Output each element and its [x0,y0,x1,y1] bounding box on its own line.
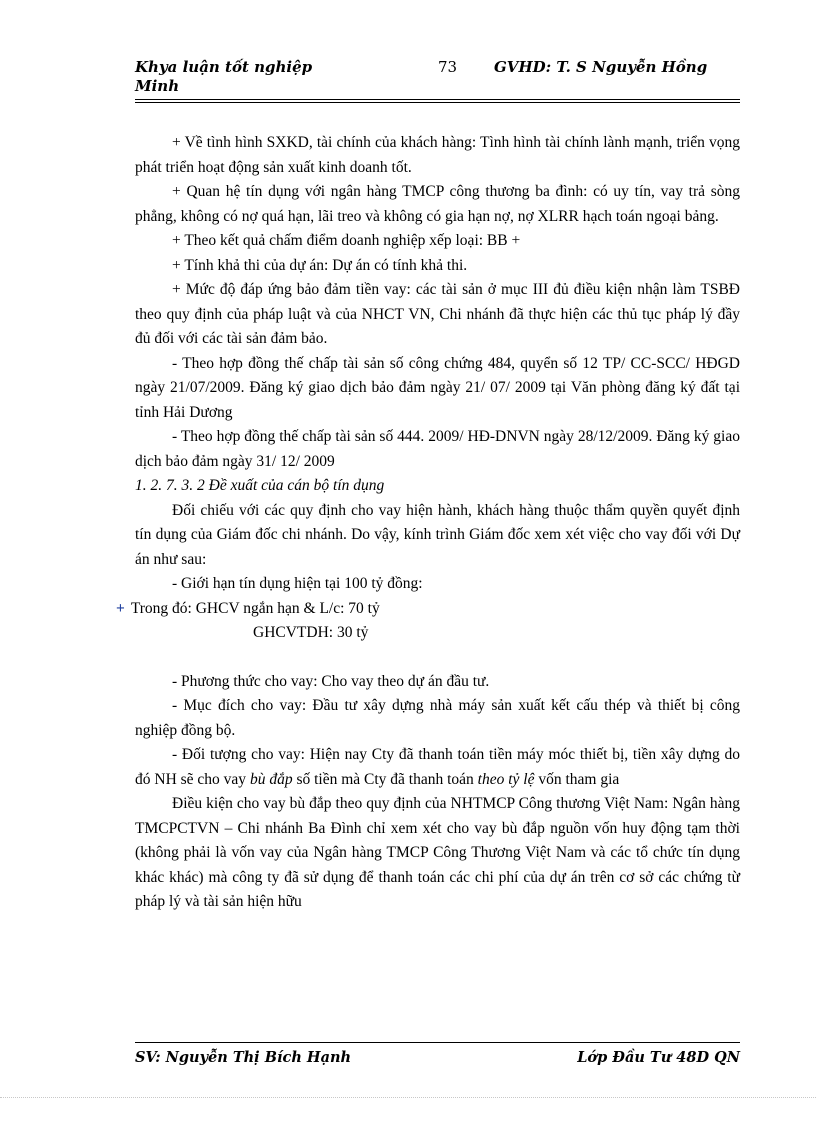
paragraph-mortgage-contract-1: - Theo hợp đồng thế chấp tài sản số công chứng 484, quyển số 12 TP/ CC-SCC/ HĐGD ngày 21/07/2009. Đăng ký giao dịch bảo đảm ngày 21/ 07/ 2009 tại Văn phòng đăng ký đất tại tỉnh Hải Dương [135,354,740,421]
blank-line [135,646,740,670]
footer-student: SV: Nguyễn Thị Bích Hạnh [135,1049,352,1066]
paragraph-feasibility: + Tính khả thi của dự án: Dự án có tính khả thi. [172,256,468,274]
header-page-number: 73 [438,58,458,76]
header-rule-top [135,99,740,100]
paragraph-mortgage-contract-2: - Theo hợp đồng thế chấp tài sản số 444. 2009/ HĐ-DNVN ngày 28/12/2009. Đăng ký giao dịch bảo đảm ngày 31/ 12/ 2009 [135,428,740,470]
limit-short-term: Trong đó: GHCV ngắn hạn & L/c: 70 tỷ [130,599,380,617]
paragraph-loan-conditions: Điều kiện cho vay bù đắp theo quy định của NHTMCP Công thương Việt Nam: Ngân hàng TMCPCTVN – Chi nhánh Ba Đình chỉ xem xét cho vay bù đắp nguồn vốn huy động tạm thời (không phải là vốn vay của Ngân hàng TMCP Công Thương Việt Nam và các tổ chức tín dụng khác khác) mà công ty đã sử dụng để thanh toán các chi phí của dự án trên cơ sở các chứng từ pháp lý và tài sản hiện hữu [135,795,740,910]
header-advisor: GVHD: T. S Nguyễn Hồng [494,58,708,76]
footer-rule [135,1042,740,1043]
document-body [116,131,740,915]
loan-object-text-3: vốn tham gia [534,770,620,788]
paragraph-loan-purpose: - Mục đích cho vay: Đầu tư xây dựng nhà máy sản xuất kết cấu thép và thiết bị công nghiệp đồng bộ. [135,697,740,739]
paragraph-limit-breakdown [116,597,740,622]
page-bottom-dotted-line [0,1097,816,1098]
plus-bullet: + [116,599,125,617]
header-thesis-title: Khya luận tốt nghiệp Minh [135,58,313,95]
paragraph-loan-method: - Phương thức cho vay: Cho vay theo dự án đầu tư. [172,672,490,690]
section-subheading: 1. 2. 7. 3. 2 Đề xuất của cán bộ tín dụng [135,477,385,494]
paragraph-business-status: + Về tình hình SXKD, tài chính của khách hàng: Tình hình tài chính lành mạnh, triển vọng phát triển hoạt động sản xuất kinh doanh tốt. [135,134,740,176]
loan-object-text-1: - Đối tượng cho vay: Hiện nay Cty đã thanh toán tiền máy móc thiết bị, tiền xây dựng do đó NH sẽ cho vay [135,746,740,788]
paragraph-loan-object [135,743,740,792]
header-rule-bottom [135,102,740,103]
paragraph-limit-long-term: GHCVTDH: 30 tỷ [253,624,369,641]
paragraph-collateral: + Mức độ đáp ứng bảo đảm tiền vay: các tài sản ở mục III đủ điều kiện nhận làm TSBĐ theo quy định của pháp luật và của NHCT VN, Chi nhánh đã thực hiện các thủ tục pháp lý đầy đủ đối với các tài sản đảm bảo. [135,281,740,347]
loan-object-italic-1: bù đắp [249,770,293,788]
loan-object-text-2: số tiền mà Cty đã thanh toán [292,770,478,788]
paragraph-proposal-intro: Đối chiếu với các quy định cho vay hiện hành, khách hàng thuộc thẩm quyền quyết định tín dụng của Giám đốc chi nhánh. Do vậy, kính trình Giám đốc xem xét việc cho vay đối với Dự án như sau: [135,501,740,568]
loan-object-italic-2: theo tỷ lệ [477,770,535,788]
paragraph-credit-relation: + Quan hệ tín dụng với ngân hàng TMCP công thương ba đình: có uy tín, vay trả sòng phẳng, không có nợ quá hạn, lãi treo và không có gia hạn nợ, nợ XLRR hạch toán ngoại bảng. [135,183,740,225]
paragraph-credit-rating: + Theo kết quả chấm điểm doanh nghiệp xếp loại: BB + [172,232,521,249]
paragraph-credit-limit: - Giới hạn tín dụng hiện tại 100 tỷ đồng: [172,575,423,592]
footer-class: Lớp Đầu Tư 48D QN [577,1049,740,1066]
